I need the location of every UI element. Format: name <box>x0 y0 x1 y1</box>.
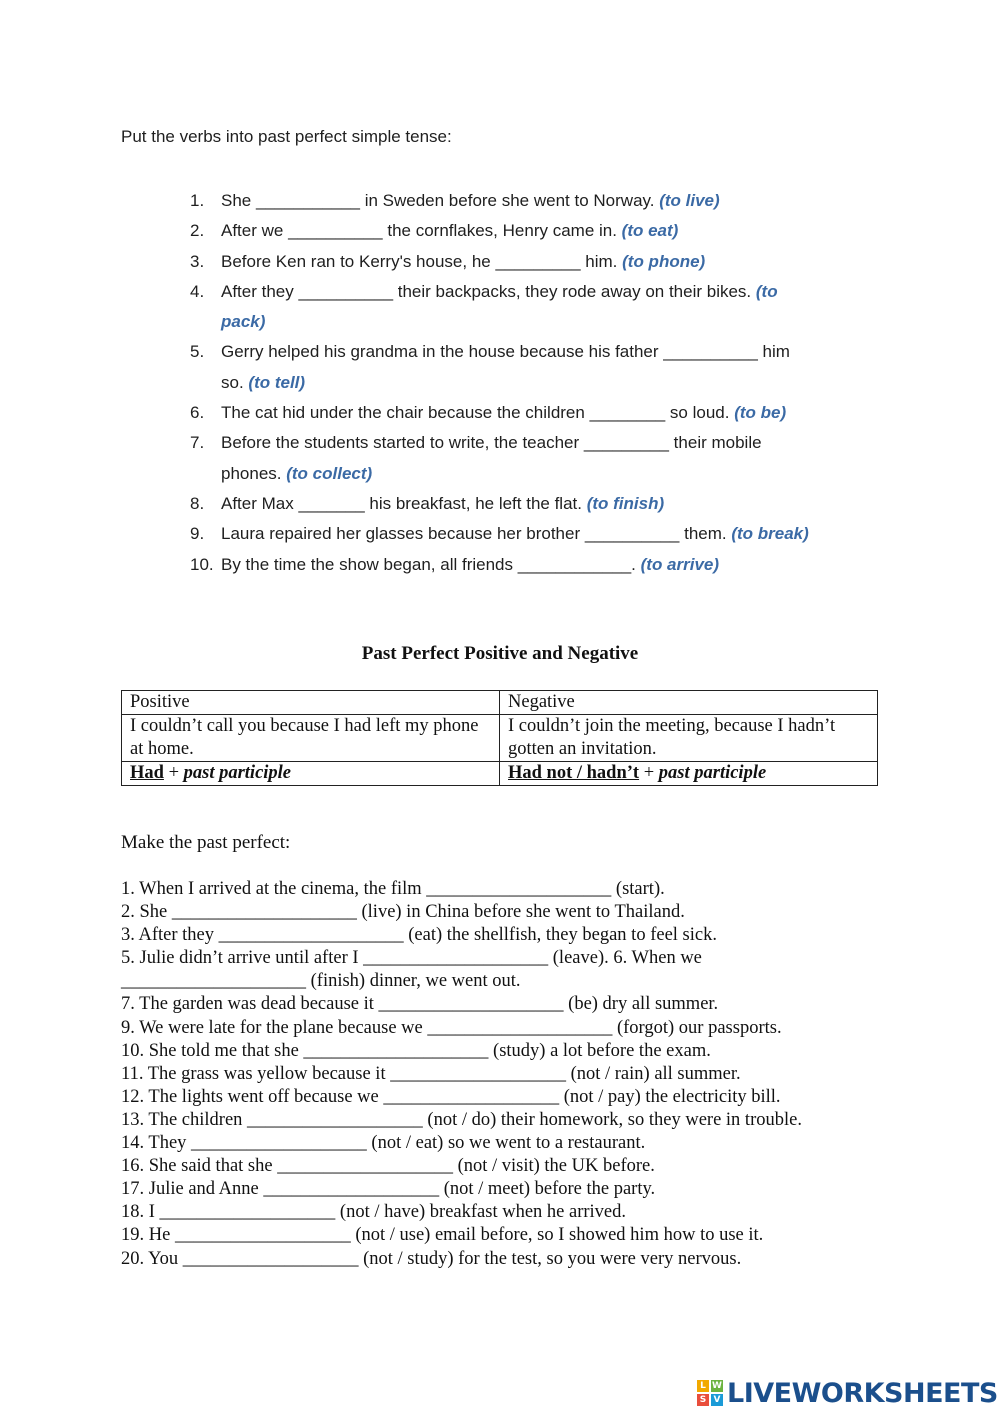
list-item <box>190 247 870 277</box>
item-number: 8. <box>190 493 205 513</box>
item-number: 1. <box>190 191 205 210</box>
item-text: Laura repaired her glasses because her brother __________ them. <box>221 524 732 544</box>
item-text-continued: so. <box>221 372 249 392</box>
table-title: Past Perfect Positive and Negative <box>361 643 639 664</box>
exercise-line: 17. Julie and Anne ___________________ (not / meet) before the party. <box>121 1179 656 1200</box>
exercise-line: 9. We were late for the plane because we ____________________ (forgot) our passports. <box>121 1017 782 1038</box>
exercise-line: 20. You ___________________ (not / study) for the test, so you were very nervous. <box>121 1248 742 1269</box>
logo-text: LIVEWORKSHEETS <box>727 1377 998 1409</box>
item-number: 3. <box>190 251 205 271</box>
verb-hint-continued: pack) <box>221 312 266 332</box>
verb-hint: (to <box>755 281 778 301</box>
exercise2-instruction: Make the past perfect: <box>121 832 291 853</box>
item-text: The cat hid under the chair because the children ________ so loud. <box>221 403 735 423</box>
item-text: After Max _______ his breakfast, he left the flat. <box>221 493 587 513</box>
item-number: 5. <box>190 342 205 362</box>
table-row <box>122 762 878 786</box>
exercise-line: 2. She ____________________ (live) in China before she went to Thailand. <box>121 902 685 923</box>
rule-participle: past participle <box>183 763 292 783</box>
exercise-line: 16. She said that she ___________________ (not / visit) the UK before. <box>121 1156 655 1177</box>
list-item <box>190 489 870 519</box>
verb-hint: (to finish) <box>586 493 665 513</box>
verb-hint: (to arrive) <box>640 554 720 574</box>
list-item <box>190 398 870 428</box>
exercise-line: 3. After they ____________________ (eat) the shellfish, they began to feel sick. <box>121 925 717 946</box>
exercise2-list <box>121 878 881 1271</box>
exercise-line: 13. The children ___________________ (not / do) their homework, so they were in trouble. <box>121 1109 802 1130</box>
item-number: 4. <box>190 281 205 301</box>
item-number: 10. <box>190 554 214 574</box>
list-item <box>190 550 870 580</box>
item-text: By the time the show began, all friends ____________. <box>221 554 641 574</box>
item-text: Gerry helped his grandma in the house because his father __________ him <box>221 342 790 362</box>
rule-plus: + <box>639 763 659 783</box>
item-number: 6. <box>190 403 205 423</box>
verb-hint: (to be) <box>734 403 787 423</box>
list-item <box>190 216 870 246</box>
item-number: 9. <box>190 524 205 544</box>
rule-participle: past participle <box>658 763 767 783</box>
exercise-line: 14. They ___________________ (not / eat) so we went to a restaurant. <box>121 1133 646 1154</box>
list-item <box>190 277 870 338</box>
rule-negative <box>500 762 878 786</box>
rule-word: Had <box>130 763 164 783</box>
example-positive: I couldn’t call you because I had left my phone at home. <box>122 715 500 762</box>
item-number: 7. <box>190 433 205 453</box>
list-item <box>190 337 870 398</box>
item-text: Before Ken ran to Kerry's house, he _________ him. <box>221 251 623 271</box>
verb-hint: (to live) <box>659 191 720 210</box>
logo-square: S <box>697 1394 709 1406</box>
header-negative: Negative <box>500 691 878 715</box>
verb-hint: (to tell) <box>248 372 306 392</box>
list-item <box>190 186 870 216</box>
exercise-line: ____________________ (finish) dinner, we went out. <box>121 971 521 992</box>
logo-square: V <box>711 1394 723 1406</box>
rule-plus: + <box>163 763 184 783</box>
logo-square: L <box>697 1380 709 1392</box>
table-row <box>122 691 878 715</box>
verb-hint: (to eat) <box>621 221 679 241</box>
exercise-line: 18. I ___________________ (not / have) breakfast when he arrived. <box>121 1202 627 1223</box>
list-item <box>190 428 870 489</box>
grammar-table <box>121 690 878 786</box>
example-negative: I couldn’t join the meeting, because I hadn’t gotten an invitation. <box>500 715 878 762</box>
exercise-line: 5. Julie didn’t arrive until after I ____________________ (leave). 6. When we <box>121 948 702 969</box>
liveworksheets-logo <box>697 1378 998 1408</box>
item-text: After we __________ the cornflakes, Henry came in. <box>221 221 622 241</box>
logo-mark-icon <box>697 1380 723 1406</box>
exercise-line: 19. He ___________________ (not / use) email before, so I showed him how to use it. <box>121 1225 764 1246</box>
verb-hint: (to break) <box>731 524 809 544</box>
exercise-line: 12. The lights went off because we ___________________ (not / pay) the electricity bill. <box>121 1086 781 1107</box>
item-number: 2. <box>190 221 205 241</box>
exercise-line: 11. The grass was yellow because it ___________________ (not / rain) all summer. <box>121 1063 741 1084</box>
exercise-line: 7. The garden was dead because it ____________________ (be) dry all summer. <box>121 994 719 1015</box>
rule-word: Had not / hadn’t <box>508 763 640 783</box>
exercise1-instruction: Put the verbs into past perfect simple tense: <box>121 127 452 146</box>
header-positive: Positive <box>122 691 500 715</box>
item-text: After they __________ their backpacks, they rode away on their bikes. <box>221 281 756 301</box>
verb-hint: (to phone) <box>622 251 706 271</box>
list-item <box>190 519 870 549</box>
item-text: Before the students started to write, the teacher _________ their mobile <box>221 433 762 453</box>
item-text: She ___________ in Sweden before she went to Norway. <box>221 191 660 210</box>
logo-square: W <box>712 1381 722 1391</box>
exercise-line: 10. She told me that she ____________________ (study) a lot before the exam. <box>121 1040 711 1061</box>
verb-hint: (to collect) <box>286 463 373 483</box>
item-text-continued: phones. <box>221 463 287 483</box>
rule-positive <box>122 762 500 786</box>
exercise1-list <box>190 186 870 580</box>
table-row <box>122 715 878 762</box>
exercise-line: 1. When I arrived at the cinema, the film ____________________ (start). <box>121 879 665 899</box>
